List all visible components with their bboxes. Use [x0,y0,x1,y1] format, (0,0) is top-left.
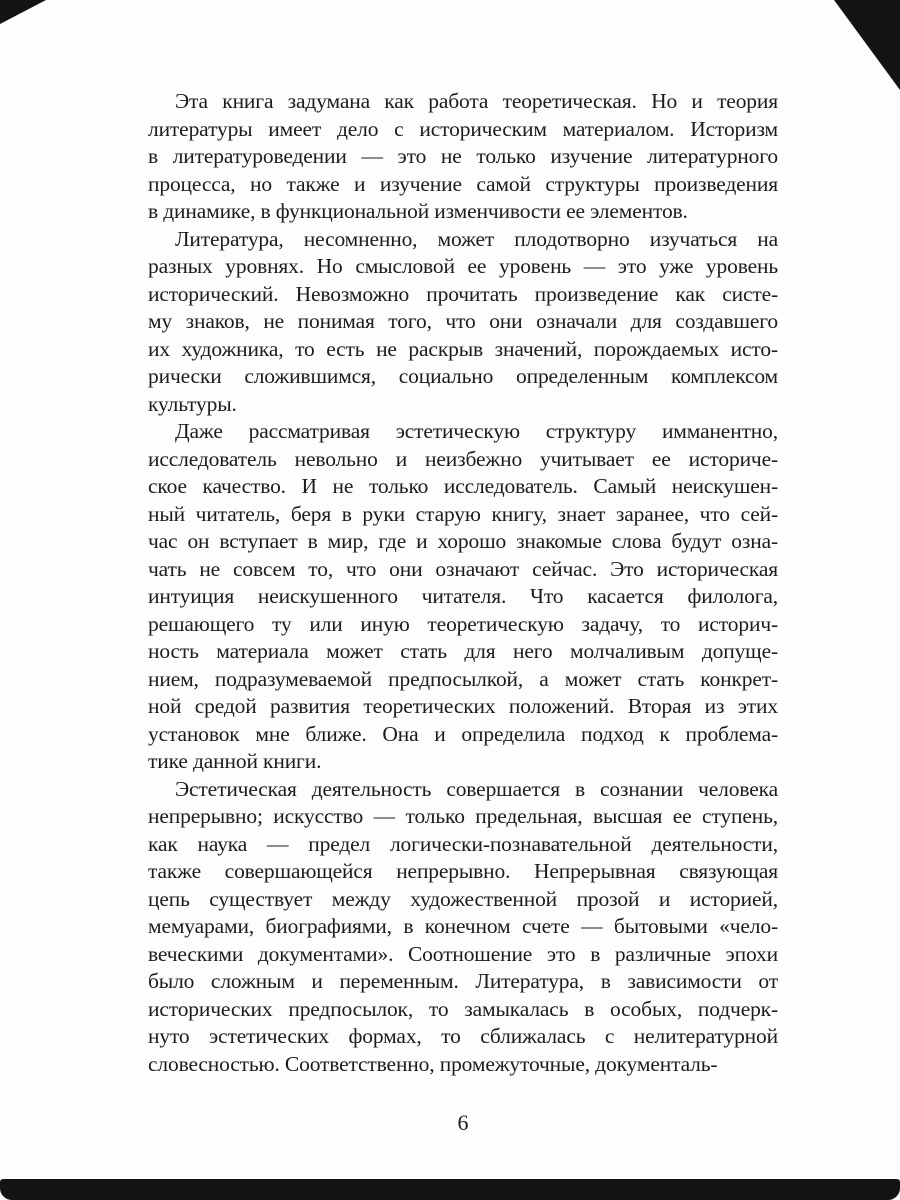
photo-background-bottom-edge [0,1179,900,1200]
text-line: исторических предпосылок, то замыкалась в особых, подчерк- [148,996,778,1021]
photo-background-corner-top-left [0,0,46,24]
text-line: ское качество. И не только исследователь. Самый неискушен- [148,474,778,498]
photo-background-corner-top-right [834,0,900,90]
text-line: рически сложившимся, социально определенным комплексом [148,364,778,388]
text-line: словесностью. Соответственно, промежуточные, документаль- [148,1051,718,1076]
text-line: также совершающейся непрерывно. Непрерывная связующая [148,859,778,883]
text-line: чать не совсем то, что они означают сейчас. Это историческая [148,556,778,581]
text-line: Эстетическая деятельность совершается в сознании человека [175,776,778,801]
text-line: исторический. Невозможно прочитать произведение как систе- [148,281,778,306]
text-line: интуиция неискушенного читателя. Что касается филолога, [148,584,778,608]
text-line: в литературоведении — это не только изучение литературного [148,144,778,168]
text-line: цепь существует между художественной прозой и историей, [148,886,778,911]
text-line: разных уровнях. Но смысловой ее уровень — это уже уровень [148,254,778,278]
text-line: исследователь невольно и неизбежно учитывает ее историче- [148,446,778,471]
text-line: Эта книга задумана как работа теоретическая. Но и теория [175,89,778,113]
text-line: литературы имеет дело с историческим материалом. Историзм [148,116,778,141]
text-line: их художника, то есть не раскрыв значений, порождаемых исто- [148,336,778,361]
paragraph [148,226,778,419]
text-line: Литература, несомненно, может плодотворно изучаться на [175,226,778,251]
page-number: 6 [457,1110,469,1135]
text-line: нуто эстетических формах, то сближалась с нелитературной [148,1024,778,1048]
text-line: процесса, но также и изучение самой структуры произведения [148,171,778,196]
text-line: установок мне ближе. Она и определила подход к проблема- [148,721,778,746]
text-line: было сложным и переменным. Литература, в зависимости от [148,969,778,993]
text-line: час он вступает в мир, где и хорошо знакомые слова будут озна- [148,529,778,553]
text-line: му знаков, не понимая того, что они означали для создавшего [148,309,778,333]
text-block [148,88,778,1078]
text-line: мемуарами, биографиями, в конечном счете — бытовыми «чело- [148,914,778,938]
text-line: непрерывно; искусство — только предельная, высшая ее ступень, [148,804,778,828]
text-line: Даже рассматривая эстетическую структуру имманентно, [175,419,778,443]
text-line: ной средой развития теоретических положений. Вторая из этих [148,694,778,718]
text-line: как наука — предел логически-познавательной деятельности, [148,831,778,856]
text-line: ность материала может стать для него молчаливым допуще- [148,639,778,663]
text-line: веческими документами». Соотношение это в различные эпохи [148,941,778,966]
text-line: нием, подразумеваемой предпосылкой, а может стать конкрет- [148,666,778,691]
paragraph [148,418,778,776]
paragraph [148,88,778,226]
text-line: тике данной книги. [148,749,322,773]
text-line: в динамике, в функциональной изменчивости ее элементов. [148,199,688,223]
paragraph [148,776,778,1079]
text-line: решающего ту или иную теоретическую задачу, то историч- [148,611,778,636]
text-line: ный читатель, беря в руки старую книгу, знает заранее, что сей- [148,501,778,526]
text-line: культуры. [148,391,237,416]
